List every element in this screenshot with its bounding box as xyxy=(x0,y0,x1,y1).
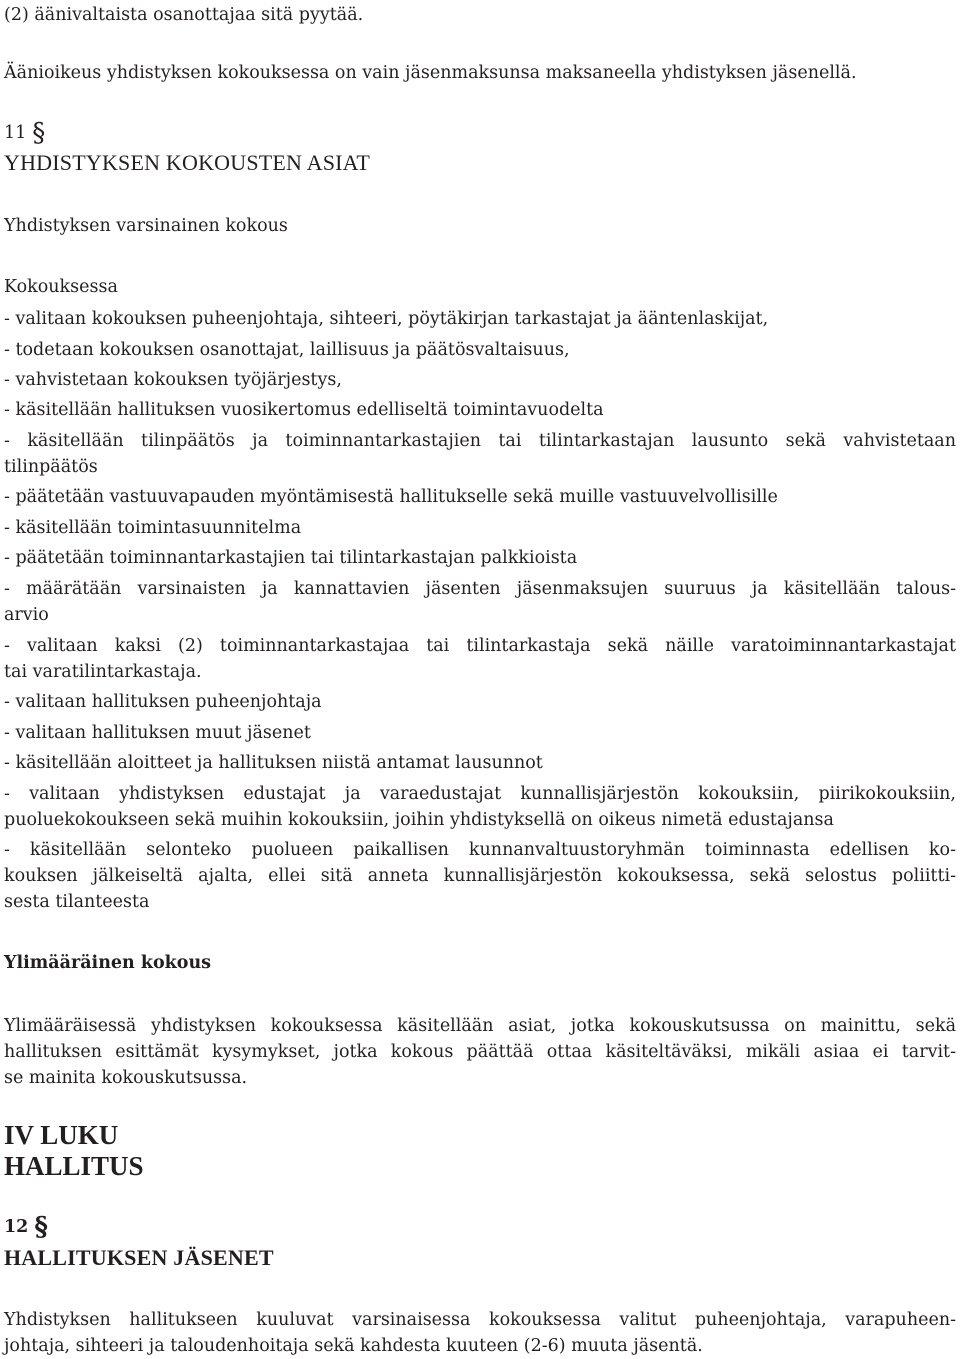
list-item-continuation: tai varatilintarkastaja. xyxy=(4,662,202,682)
section-11-number xyxy=(4,118,956,148)
list-item: - vahvistetaan kokouksen työjärjestys, xyxy=(4,370,342,390)
list-item: - päätetään vastuuvapauden myöntämisestä hallitukselle sekä muille vastuuvelvollisille xyxy=(4,487,778,507)
list-item: - valitaan kokouksen puheenjohtaja, sihteeri, pöytäkirjan tarkastajat ja ääntenlaskijat, xyxy=(4,309,769,329)
chapter-subtitle: HALLITUS xyxy=(4,1151,144,1181)
paragraph-line: Yhdistyksen hallitukseen kuuluvat varsinaisessa kokouksessa valitut puheenjohtaja, varapuheen- xyxy=(4,1310,956,1330)
section-sign-icon: § xyxy=(34,1212,48,1242)
list-item: - käsitellään tilinpäätös ja toiminnantarkastajien tai tilintarkastajan lausunto sekä vahvistetaan xyxy=(4,431,956,451)
paragraph-line: hallituksen esittämät kysymykset, jotka kokous päättää ottaa käsiteltäväksi, mikäli asiaa ei tarvit- xyxy=(4,1042,956,1062)
list-item-continuation: arvio xyxy=(4,605,49,625)
list-item: - käsitellään aloitteet ja hallituksen niistä antamat lausunnot xyxy=(4,753,543,773)
section-number: 11 xyxy=(4,123,27,143)
paragraph-line: se mainita kokouskutsussa. xyxy=(4,1068,248,1088)
list-item: - päätetään toiminnantarkastajien tai tilintarkastajan palkkioista xyxy=(4,548,578,568)
section-sign-icon: § xyxy=(32,118,46,148)
list-item-continuation: sesta tilanteesta xyxy=(4,892,150,912)
intro-line-1: (2) äänivaltaista osanottajaa sitä pyytää. xyxy=(4,5,364,25)
list-item-continuation: kouksen jälkeiseltä ajalta, ellei sitä anneta kunnallisjärjestön kokouksessa, sekä selostus poliitti- xyxy=(4,866,956,886)
list-item-continuation: tilinpäätös xyxy=(4,457,98,477)
list-item: - käsitellään toimintasuunnitelma xyxy=(4,518,302,538)
section-11-subtitle: Yhdistyksen varsinainen kokous xyxy=(4,216,288,236)
list-item: - käsitellään hallituksen vuosikertomus edelliseltä toimintavuodelta xyxy=(4,400,604,420)
list-item: - valitaan yhdistyksen edustajat ja varaedustajat kunnallisjärjestön kokouksiin, piirikokouksiin, xyxy=(4,784,956,804)
chapter-title: IV LUKU xyxy=(4,1120,119,1150)
list-item: - todetaan kokouksen osanottajat, laillisuus ja päätösvaltaisuus, xyxy=(4,340,570,360)
list-item: - valitaan kaksi (2) toiminnantarkastajaa tai tilintarkastaja sekä näille varatoiminnantarkastajat xyxy=(4,636,956,656)
paragraph-line: johtaja, sihteeri ja taloudenhoitaja sekä kahdesta kuuteen (2-6) muuta jäsentä. xyxy=(4,1336,703,1356)
section-11-title: YHDISTYKSEN KOKOUSTEN ASIAT xyxy=(4,150,370,175)
extraordinary-meeting-title: Ylimääräinen kokous xyxy=(4,953,212,973)
list-item: - käsitellään selonteko puolueen paikallisen kunnanvaltuustoryhmän toiminnasta edellisen ko- xyxy=(4,840,956,860)
list-item-continuation: puoluekokoukseen sekä muihin kokouksiin, joihin yhdistyksellä on oikeus nimetä edustajansa xyxy=(4,810,834,830)
intro-line-2: Äänioikeus yhdistyksen kokouksessa on vain jäsenmaksunsa maksaneella yhdistyksen jäsenellä. xyxy=(4,63,857,83)
list-item: - valitaan hallituksen puheenjohtaja xyxy=(4,692,322,712)
section-11-lead: Kokouksessa xyxy=(4,277,118,297)
paragraph-line: Ylimääräisessä yhdistyksen kokouksessa käsitellään asiat, jotka kokouskutsussa on mainittu, sekä xyxy=(4,1016,956,1036)
section-number: 12 xyxy=(4,1217,29,1237)
section-12-title: HALLITUKSEN JÄSENET xyxy=(4,1245,274,1270)
list-item: - valitaan hallituksen muut jäsenet xyxy=(4,723,311,743)
list-item: - määrätään varsinaisten ja kannattavien jäsenten jäsenmaksujen suuruus ja käsitellään talous- xyxy=(4,579,956,599)
section-12-number xyxy=(4,1212,956,1242)
